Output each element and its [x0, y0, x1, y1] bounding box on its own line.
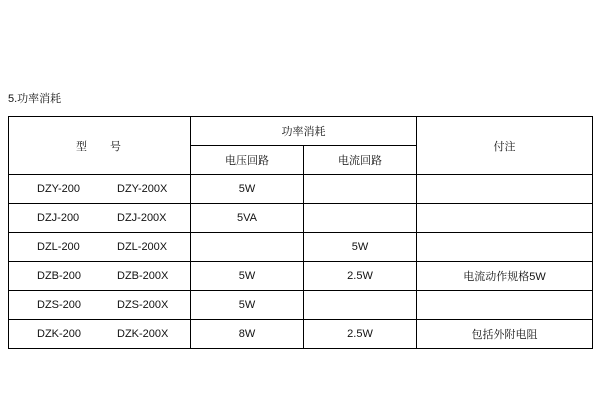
cell-model-a: DZJ-200 [37, 212, 80, 224]
cell-voltage: 5W [191, 262, 304, 291]
cell-model-b: DZL-200X [117, 241, 168, 253]
power-consumption-table-wrap [8, 116, 592, 349]
header-voltage-circuit: 电压回路 [191, 146, 304, 175]
cell-remark [417, 175, 593, 204]
cell-model [9, 204, 191, 233]
cell-model [9, 233, 191, 262]
cell-remark [417, 233, 593, 262]
cell-model-a: DZY-200 [37, 183, 81, 195]
cell-model-a: DZB-200 [37, 270, 82, 282]
cell-model-a: DZL-200 [37, 241, 80, 253]
cell-model [9, 175, 191, 204]
cell-voltage: 5W [191, 291, 304, 320]
cell-remark [417, 291, 593, 320]
section-title: 5.功率消耗 [8, 93, 62, 105]
header-model [9, 117, 191, 175]
cell-model-b: DZS-200X [117, 299, 169, 311]
cell-model-b: DZB-200X [117, 270, 169, 282]
cell-voltage [191, 233, 304, 262]
cell-model-a: DZS-200 [37, 299, 82, 311]
table-row [9, 204, 593, 233]
cell-voltage: 5VA [191, 204, 304, 233]
cell-voltage: 8W [191, 320, 304, 349]
cell-remark: 包括外附电阻 [417, 320, 593, 349]
cell-model-b: DZK-200X [117, 328, 169, 340]
table-row [9, 320, 593, 349]
table-row [9, 291, 593, 320]
cell-current [304, 175, 417, 204]
table-row [9, 262, 593, 291]
cell-current [304, 204, 417, 233]
cell-remark [417, 204, 593, 233]
cell-current: 2.5W [304, 320, 417, 349]
table-header-row-1 [9, 117, 593, 146]
cell-model [9, 291, 191, 320]
table-row [9, 233, 593, 262]
cell-model-a: DZK-200 [37, 328, 82, 340]
cell-model [9, 262, 191, 291]
header-model-label: 型 号 [76, 140, 127, 153]
power-consumption-table [8, 116, 593, 349]
cell-model-b: DZY-200X [117, 183, 168, 195]
cell-model [9, 320, 191, 349]
cell-current: 5W [304, 233, 417, 262]
header-remark: 付注 [417, 117, 593, 175]
cell-remark: 电流动作规格5W [417, 262, 593, 291]
header-current-circuit: 电流回路 [304, 146, 417, 175]
cell-voltage: 5W [191, 175, 304, 204]
cell-current: 2.5W [304, 262, 417, 291]
header-power-group: 功率消耗 [191, 117, 417, 146]
table-row [9, 175, 593, 204]
cell-model-b: DZJ-200X [117, 212, 167, 224]
cell-current [304, 291, 417, 320]
